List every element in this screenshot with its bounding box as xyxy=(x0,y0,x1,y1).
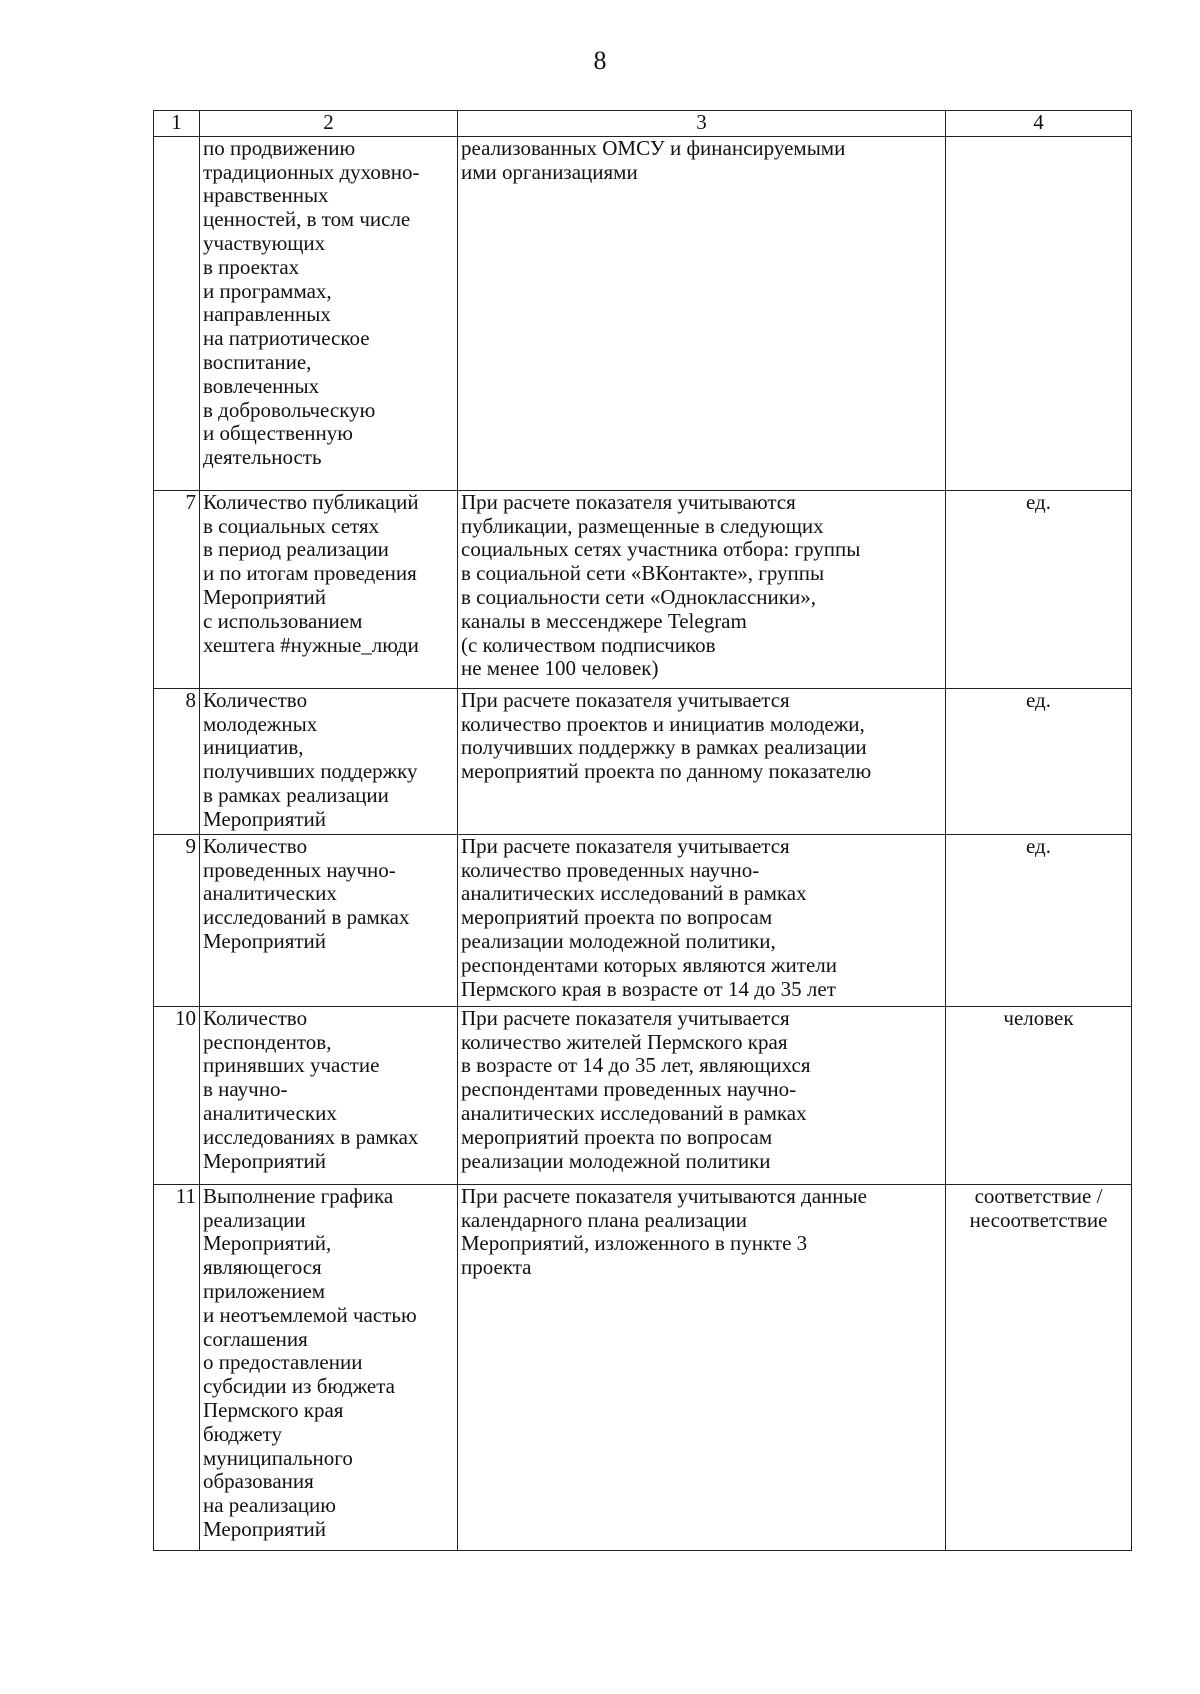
unit-of-measure: человек xyxy=(946,1006,1132,1184)
row-number: 11 xyxy=(154,1184,200,1550)
indicators-table xyxy=(153,110,1132,1551)
unit-of-measure: ед. xyxy=(946,834,1132,1006)
table-row xyxy=(154,490,1132,688)
indicator-name: по продвижению традиционных духовно- нравственных ценностей, в том числе участвующих в проектах и программах, направленных на патриотическое воспитание, вовлеченных в добровольческую и общественную деятельность xyxy=(200,136,458,490)
table-row xyxy=(154,136,1132,490)
column-header: 3 xyxy=(458,111,946,137)
indicator-name: Количество молодежных инициатив, получивших поддержку в рамках реализации Мероприятий xyxy=(200,688,458,834)
unit-of-measure: ед. xyxy=(946,688,1132,834)
indicator-name: Количество публикаций в социальных сетях в период реализации и по итогам проведения Мероприятий с использованием хештега #нужные_люди xyxy=(200,490,458,688)
row-number xyxy=(154,136,200,490)
table-row xyxy=(154,1006,1132,1184)
column-header: 4 xyxy=(946,111,1132,137)
unit-of-measure: ед. xyxy=(946,490,1132,688)
table-row xyxy=(154,688,1132,834)
calculation-method: При расчете показателя учитывается количество проектов и инициатив молодежи, получивших поддержку в рамках реализации мероприятий проекта по данному показателю xyxy=(458,688,946,834)
indicator-name: Количество респондентов, принявших участие в научно- аналитических исследованиях в рамках Мероприятий xyxy=(200,1006,458,1184)
unit-of-measure: соответствие / несоответствие xyxy=(946,1184,1132,1550)
indicator-name: Выполнение графика реализации Мероприятий, являющегося приложением и неотъемлемой частью соглашения о предоставлении субсидии из бюджета Пермского края бюджету муниципального образования на реализацию Мероприятий xyxy=(200,1184,458,1550)
calculation-method: При расчете показателя учитывается количество жителей Пермского края в возрасте от 14 до 35 лет, являющихся респондентами проведенных научно- аналитических исследований в рамках мероприятий проекта по вопросам реализации молодежной политики xyxy=(458,1006,946,1184)
unit-of-measure xyxy=(946,136,1132,490)
row-number: 9 xyxy=(154,834,200,1006)
calculation-method: реализованных ОМСУ и финансируемыми ими организациями xyxy=(458,136,946,490)
calculation-method: При расчете показателя учитывается количество проведенных научно- аналитических исследований в рамках мероприятий проекта по вопросам реализации молодежной политики, респондентами которых являются жители Пермского края в возрасте от 14 до 35 лет xyxy=(458,834,946,1006)
table-row xyxy=(154,1184,1132,1550)
calculation-method: При расчете показателя учитываются данные календарного плана реализации Мероприятий, изложенного в пункте 3 проекта xyxy=(458,1184,946,1550)
table-row xyxy=(154,834,1132,1006)
page-number: 8 xyxy=(593,46,607,75)
column-header: 1 xyxy=(154,111,200,137)
table-header-row xyxy=(154,111,1132,137)
row-number: 8 xyxy=(154,688,200,834)
indicator-name: Количество проведенных научно- аналитических исследований в рамках Мероприятий xyxy=(200,834,458,1006)
row-number: 10 xyxy=(154,1006,200,1184)
calculation-method: При расчете показателя учитываются публикации, размещенные в следующих социальных сетях участника отбора: группы в социальной сети «ВКонтакте», группы в социальности сети «Одноклассники», каналы в мессенджере Telegram (с количеством подписчиков не менее 100 человек) xyxy=(458,490,946,688)
row-number: 7 xyxy=(154,490,200,688)
column-header: 2 xyxy=(200,111,458,137)
